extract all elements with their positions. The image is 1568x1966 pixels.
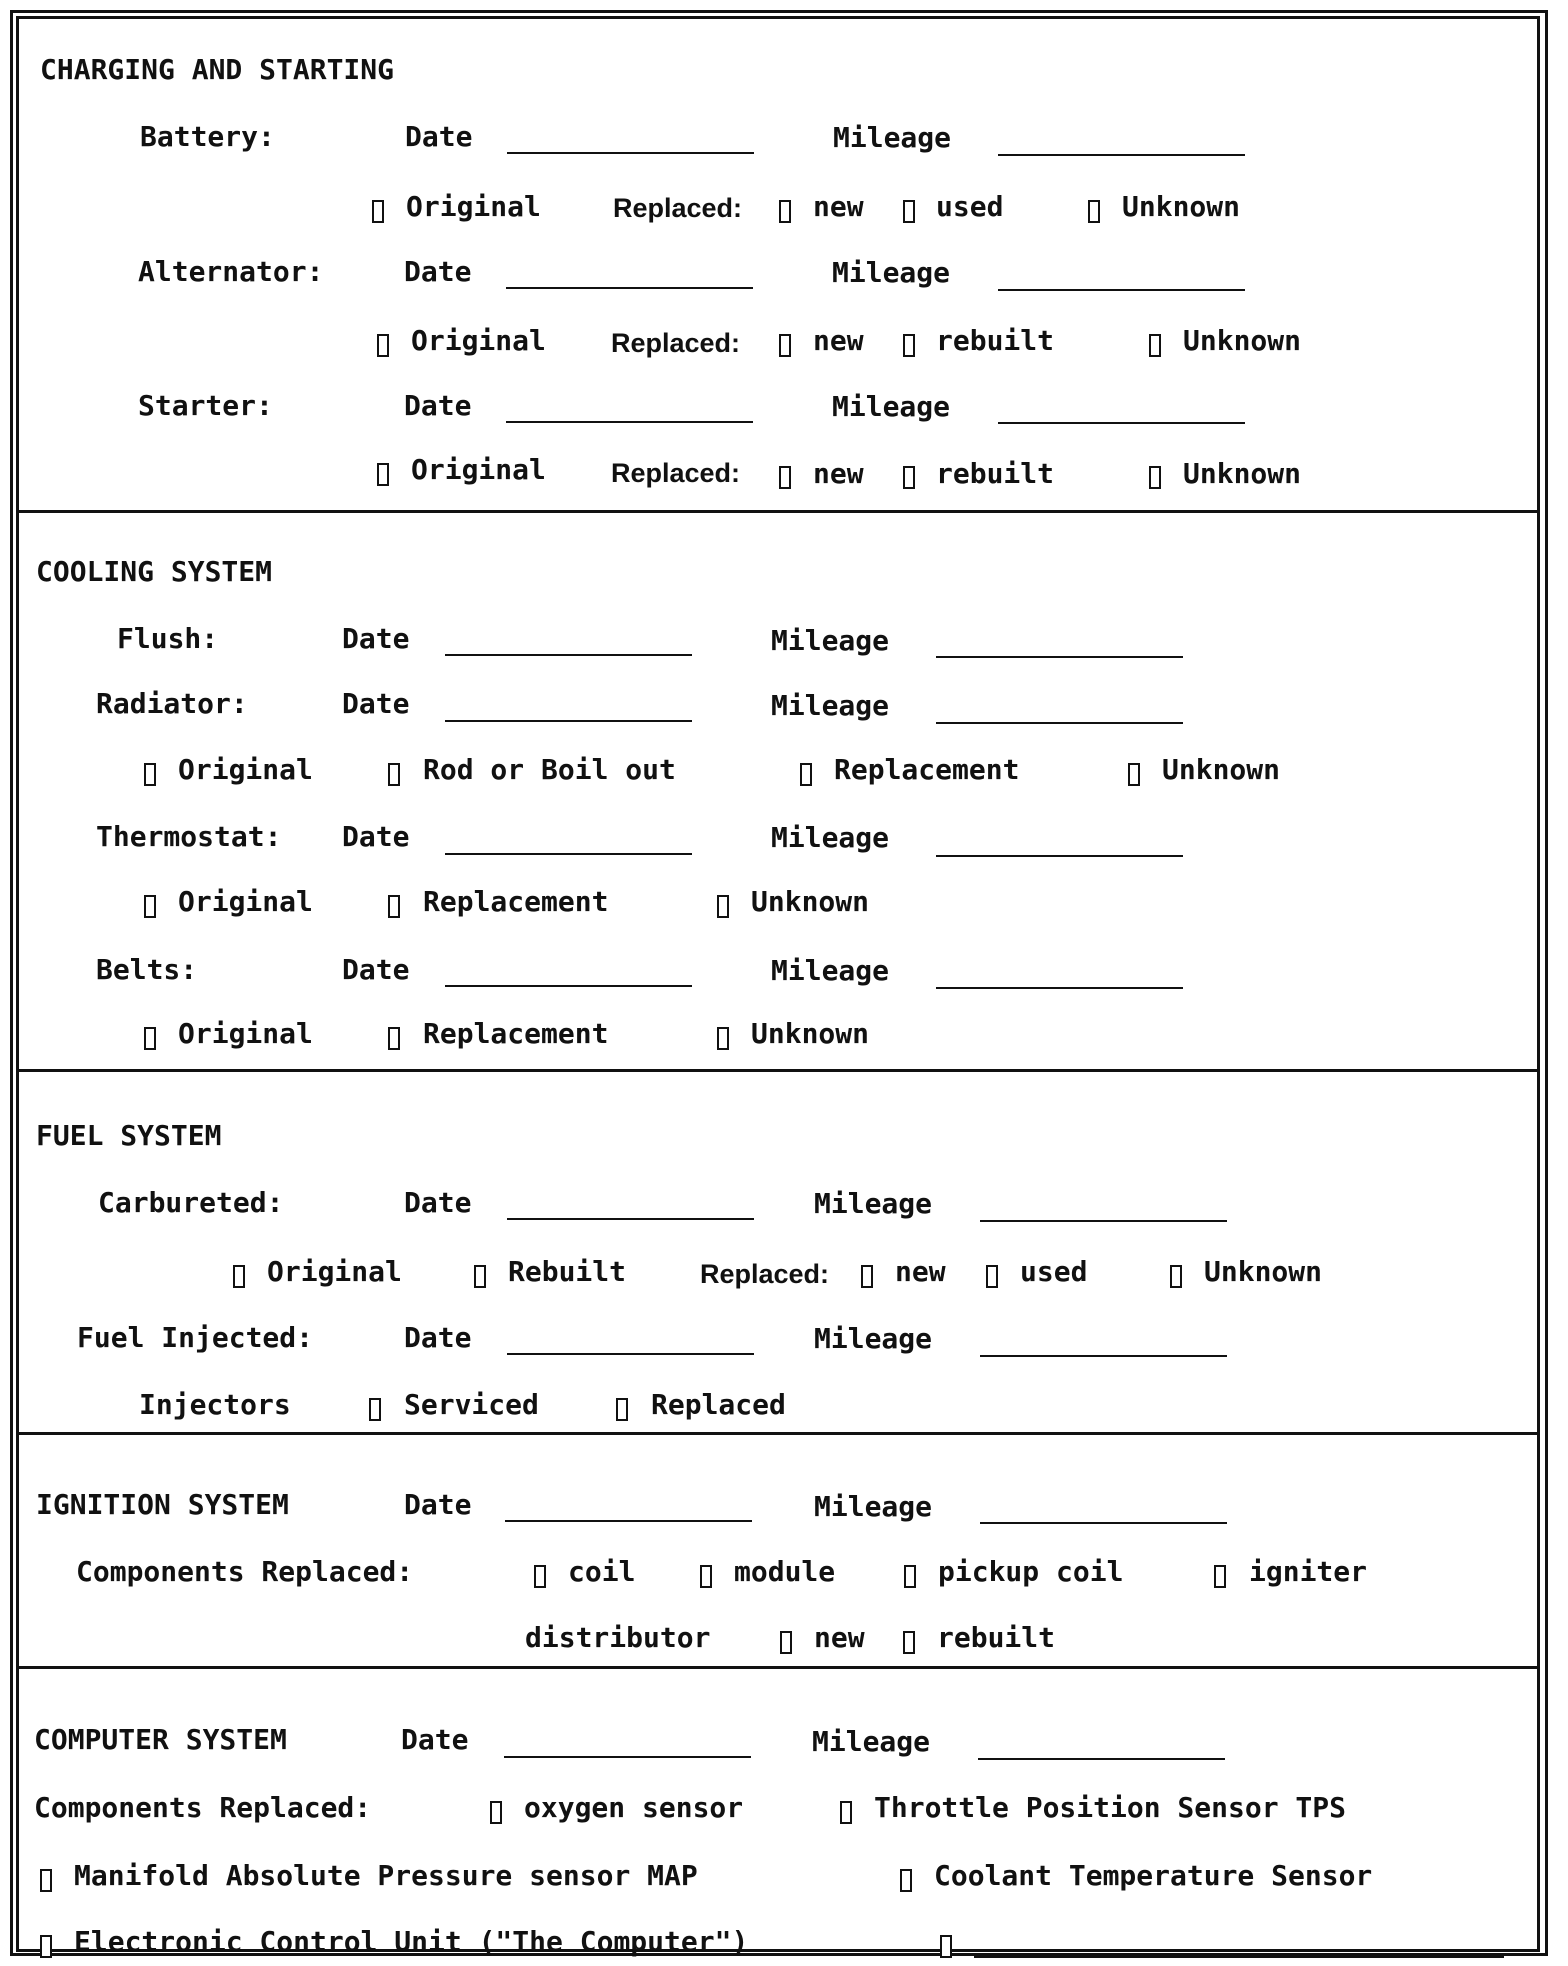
radiator-mileage-field[interactable] [936,722,1183,724]
flush-date-label: Date [342,622,410,655]
belts-mileage-field[interactable] [936,987,1183,989]
carbureted-used-label: used [1020,1255,1088,1288]
other-component-checkbox[interactable] [940,1935,952,1958]
starter-rebuilt-checkbox[interactable] [903,466,915,489]
alternator-rebuilt-checkbox[interactable] [903,334,915,357]
alternator-mileage-field[interactable] [998,289,1245,291]
fuel-injected-date-label: Date [404,1321,472,1354]
thermostat-label: Thermostat: [96,820,282,853]
radiator-unknown-label: Unknown [1162,753,1281,786]
starter-date-label: Date [404,389,472,422]
carbureted-mileage-field[interactable] [980,1220,1227,1222]
battery-unknown-label: Unknown [1122,190,1241,223]
fuel-injected-label: Fuel Injected: [77,1321,314,1354]
belts-replacement-checkbox[interactable] [388,1027,400,1050]
carbureted-mileage-label: Mileage [814,1187,933,1220]
oxygen-sensor-label: oxygen sensor [524,1791,744,1824]
alternator-original-checkbox[interactable] [377,334,389,357]
map-sensor-checkbox[interactable] [40,1869,52,1892]
radiator-replacement-checkbox[interactable] [800,763,812,786]
alternator-replaced-label: Replaced: [611,328,741,358]
section-title-ignition: IGNITION SYSTEM [36,1488,289,1521]
battery-date-field[interactable] [507,152,754,154]
coolant-sensor-checkbox[interactable] [900,1869,912,1892]
distributor-rebuilt-label: rebuilt [937,1621,1056,1654]
radiator-original-checkbox[interactable] [144,763,156,786]
battery-new-checkbox[interactable] [779,200,791,223]
ignition-date-label: Date [404,1488,472,1521]
battery-date-label: Date [405,120,473,153]
thermostat-replacement-checkbox[interactable] [388,895,400,918]
injectors-serviced-checkbox[interactable] [369,1398,381,1421]
thermostat-unknown-checkbox[interactable] [717,895,729,918]
carbureted-new-label: new [895,1255,946,1288]
section-title-computer: COMPUTER SYSTEM [34,1723,287,1756]
thermostat-original-checkbox[interactable] [144,895,156,918]
radiator-label: Radiator: [96,687,248,720]
section-divider [16,510,1540,513]
distributor-label: distributor [525,1621,711,1654]
injectors-replaced-checkbox[interactable] [616,1398,628,1421]
igniter-checkbox[interactable] [1214,1565,1226,1588]
starter-unknown-checkbox[interactable] [1149,466,1161,489]
alternator-date-label: Date [404,255,472,288]
starter-label: Starter: [138,389,273,422]
carbureted-date-label: Date [404,1186,472,1219]
alternator-rebuilt-label: rebuilt [936,324,1055,357]
carbureted-label: Carbureted: [98,1186,284,1219]
computer-date-label: Date [401,1723,469,1756]
alternator-label: Alternator: [138,255,324,288]
igniter-label: igniter [1249,1555,1368,1588]
computer-mileage-field[interactable] [978,1758,1225,1760]
starter-new-label: new [813,457,864,490]
flush-mileage-field[interactable] [936,656,1183,658]
ecu-label: Electronic Control Unit ("The Computer") [74,1925,749,1958]
fuel-injected-date-field[interactable] [507,1353,754,1355]
starter-original-checkbox[interactable] [377,463,389,486]
alternator-unknown-label: Unknown [1183,324,1302,357]
carbureted-original-label: Original [267,1255,402,1288]
pickup-coil-label: pickup coil [938,1555,1124,1588]
radiator-replacement-label: Replacement [834,753,1020,786]
belts-original-checkbox[interactable] [144,1027,156,1050]
battery-original-label: Original [406,190,541,223]
starter-new-checkbox[interactable] [779,466,791,489]
ignition-date-field[interactable] [505,1520,752,1522]
section-title-fuel: FUEL SYSTEM [36,1119,222,1152]
section-title-cooling: COOLING SYSTEM [36,555,273,588]
distributor-new-checkbox[interactable] [780,1631,792,1654]
thermostat-replacement-label: Replacement [423,885,609,918]
flush-date-field[interactable] [445,654,692,656]
radiator-date-label: Date [342,687,410,720]
oxygen-sensor-checkbox[interactable] [490,1801,502,1824]
alternator-new-label: new [813,324,864,357]
distributor-new-label: new [814,1621,865,1654]
map-sensor-label: Manifold Absolute Pressure sensor MAP [74,1859,698,1892]
tps-checkbox[interactable] [840,1801,852,1824]
ecu-checkbox[interactable] [40,1935,52,1958]
belts-replacement-label: Replacement [423,1017,609,1050]
belts-original-label: Original [178,1017,313,1050]
pickup-coil-checkbox[interactable] [904,1565,916,1588]
battery-new-label: new [813,190,864,223]
starter-mileage-label: Mileage [832,390,951,423]
battery-unknown-checkbox[interactable] [1088,200,1100,223]
injectors-replaced-label: Replaced [651,1388,786,1421]
radiator-unknown-checkbox[interactable] [1128,763,1140,786]
radiator-original-label: Original [178,753,313,786]
distributor-rebuilt-checkbox[interactable] [903,1631,915,1654]
carbureted-original-checkbox[interactable] [233,1265,245,1288]
alternator-mileage-label: Mileage [832,256,951,289]
belts-mileage-label: Mileage [771,954,890,987]
battery-used-label: used [936,190,1004,223]
module-checkbox[interactable] [700,1565,712,1588]
radiator-rod-boil-label: Rod or Boil out [423,753,676,786]
section-title-charging: CHARGING AND STARTING [40,53,395,86]
computer-date-field[interactable] [504,1756,751,1758]
belts-date-field[interactable] [445,985,692,987]
belts-unknown-label: Unknown [751,1017,870,1050]
radiator-rod-boil-checkbox[interactable] [388,763,400,786]
carbureted-date-field[interactable] [507,1218,754,1220]
battery-used-checkbox[interactable] [903,200,915,223]
thermostat-unknown-label: Unknown [751,885,870,918]
belts-date-label: Date [342,953,410,986]
other-component-field[interactable] [974,1956,1504,1958]
computer-components-label: Components Replaced: [34,1791,372,1824]
belts-label: Belts: [96,953,198,986]
alternator-unknown-checkbox[interactable] [1149,334,1161,357]
computer-mileage-label: Mileage [812,1725,931,1758]
thermostat-mileage-field[interactable] [936,855,1183,857]
alternator-date-field[interactable] [506,287,753,289]
fuel-injected-mileage-label: Mileage [814,1322,933,1355]
ignition-components-label: Components Replaced: [76,1555,414,1588]
thermostat-mileage-label: Mileage [771,821,890,854]
flush-label: Flush: [117,622,219,655]
module-label: module [734,1555,836,1588]
battery-replaced-label: Replaced: [613,193,743,223]
section-divider [16,1069,1540,1072]
injectors-serviced-label: Serviced [404,1388,539,1421]
thermostat-date-label: Date [342,820,410,853]
section-divider [16,1666,1540,1669]
battery-mileage-field[interactable] [998,154,1245,156]
carbureted-used-checkbox[interactable] [986,1265,998,1288]
radiator-mileage-label: Mileage [771,689,890,722]
fuel-injected-mileage-field[interactable] [980,1355,1227,1357]
carbureted-new-checkbox[interactable] [861,1265,873,1288]
radiator-date-field[interactable] [445,720,692,722]
thermostat-date-field[interactable] [445,853,692,855]
section-divider [16,1432,1540,1435]
carbureted-replaced-label: Replaced: [700,1259,830,1289]
starter-replaced-label: Replaced: [611,458,741,488]
ignition-mileage-field[interactable] [980,1522,1227,1524]
starter-date-field[interactable] [506,421,753,423]
belts-unknown-checkbox[interactable] [717,1027,729,1050]
carbureted-rebuilt-label: Rebuilt [508,1255,627,1288]
flush-mileage-label: Mileage [771,624,890,657]
ignition-mileage-label: Mileage [814,1490,933,1523]
coil-label: coil [568,1555,636,1588]
starter-unknown-label: Unknown [1183,457,1302,490]
starter-original-label: Original [411,453,546,486]
alternator-new-checkbox[interactable] [779,334,791,357]
carbureted-rebuilt-checkbox[interactable] [474,1265,486,1288]
starter-rebuilt-label: rebuilt [936,457,1055,490]
alternator-original-label: Original [411,324,546,357]
carbureted-unknown-label: Unknown [1204,1255,1323,1288]
coolant-sensor-label: Coolant Temperature Sensor [934,1859,1373,1892]
carbureted-unknown-checkbox[interactable] [1170,1265,1182,1288]
tps-label: Throttle Position Sensor TPS [874,1791,1347,1824]
thermostat-original-label: Original [178,885,313,918]
battery-label: Battery: [140,120,275,153]
injectors-label: Injectors [139,1388,291,1421]
coil-checkbox[interactable] [534,1565,546,1588]
battery-mileage-label: Mileage [833,121,952,154]
starter-mileage-field[interactable] [998,422,1245,424]
battery-original-checkbox[interactable] [372,200,384,223]
